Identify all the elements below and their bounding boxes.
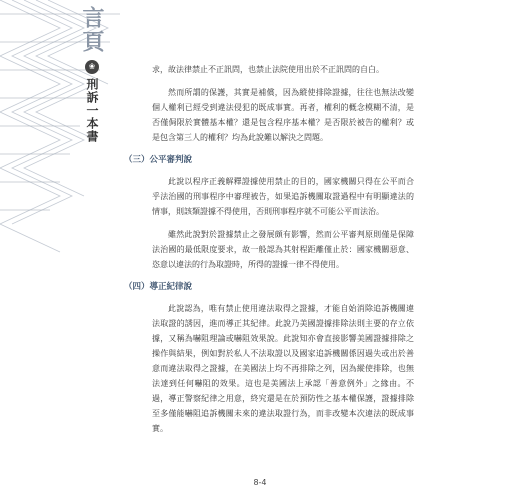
brand-title: 言頁	[79, 6, 105, 54]
paragraph: 求，故法律禁止不正訊問，也禁止法院使用出於不正訊問的自白。	[152, 65, 384, 74]
brand-seal-icon: ❀	[85, 60, 99, 74]
paragraph: 此說認為，唯有禁止使用違法取得之證據，才能自始消除追訴機關違法取證的誘因，進而導正其紀律。此說乃美國證據排除法則主要的存立依據，又稱為嚇阻理論或嚇阻效果說。此說知亦會直接影響美國證據排除之操作與結果，例如對於私人不法取證以及國家追訴機關係因過失或出於善意而違法取得之證據，在美國法上均不再排除之列，因為縱使排除，也無法達到任何嚇阻的效果。這也是美國法上承認「善意例外」之緣由。不過，導正警察紀律之用意，終究還是在於預防性之基本權保護，證據排除至多僅能嚇阻追訴機關未來的違法取證行為，而非改變本次違法的既成事實。	[152, 304, 414, 433]
page-body	[124, 62, 414, 444]
section-heading-deterrence: （四）導正紀律說	[124, 282, 193, 292]
book-brand	[72, 6, 112, 143]
paragraph: 此說以程序正義解釋證據使用禁止的目的，國家機關只得在公平而合乎法治國的刑事程序中審理被告，如果追訴機關取證過程中有明顯違法的情事，則該類證據不得使用，否則刑事程序就不可能公平而法治。	[152, 177, 414, 216]
paragraph: 然而所謂的保護，其實是補償，因為縱使排除證據，往往也無法改變個人權利已經受到違法侵犯的既成事實。再者，權利的概念模糊不清，是否僅侷限於實體基本權？還是包含程序基本權？是否限於被告的權利？或是包含第三人的權利？均為此說難以解決之問題。	[152, 88, 414, 142]
page-number: 8-4	[253, 478, 267, 487]
book-subtitle: 刑訴一本書	[85, 78, 99, 143]
paragraph: 雖然此說對於證據禁止之發展頗有影響，然而公平審判原則僅是保障法治國的最低限度要求，故一般認為其射程距離僅止於：國家機關惡意、恣意以違法的行為取證時，所得的證據一律不得使用。	[152, 230, 414, 269]
section-heading-fair-trial: （三）公平審判說	[124, 155, 193, 165]
